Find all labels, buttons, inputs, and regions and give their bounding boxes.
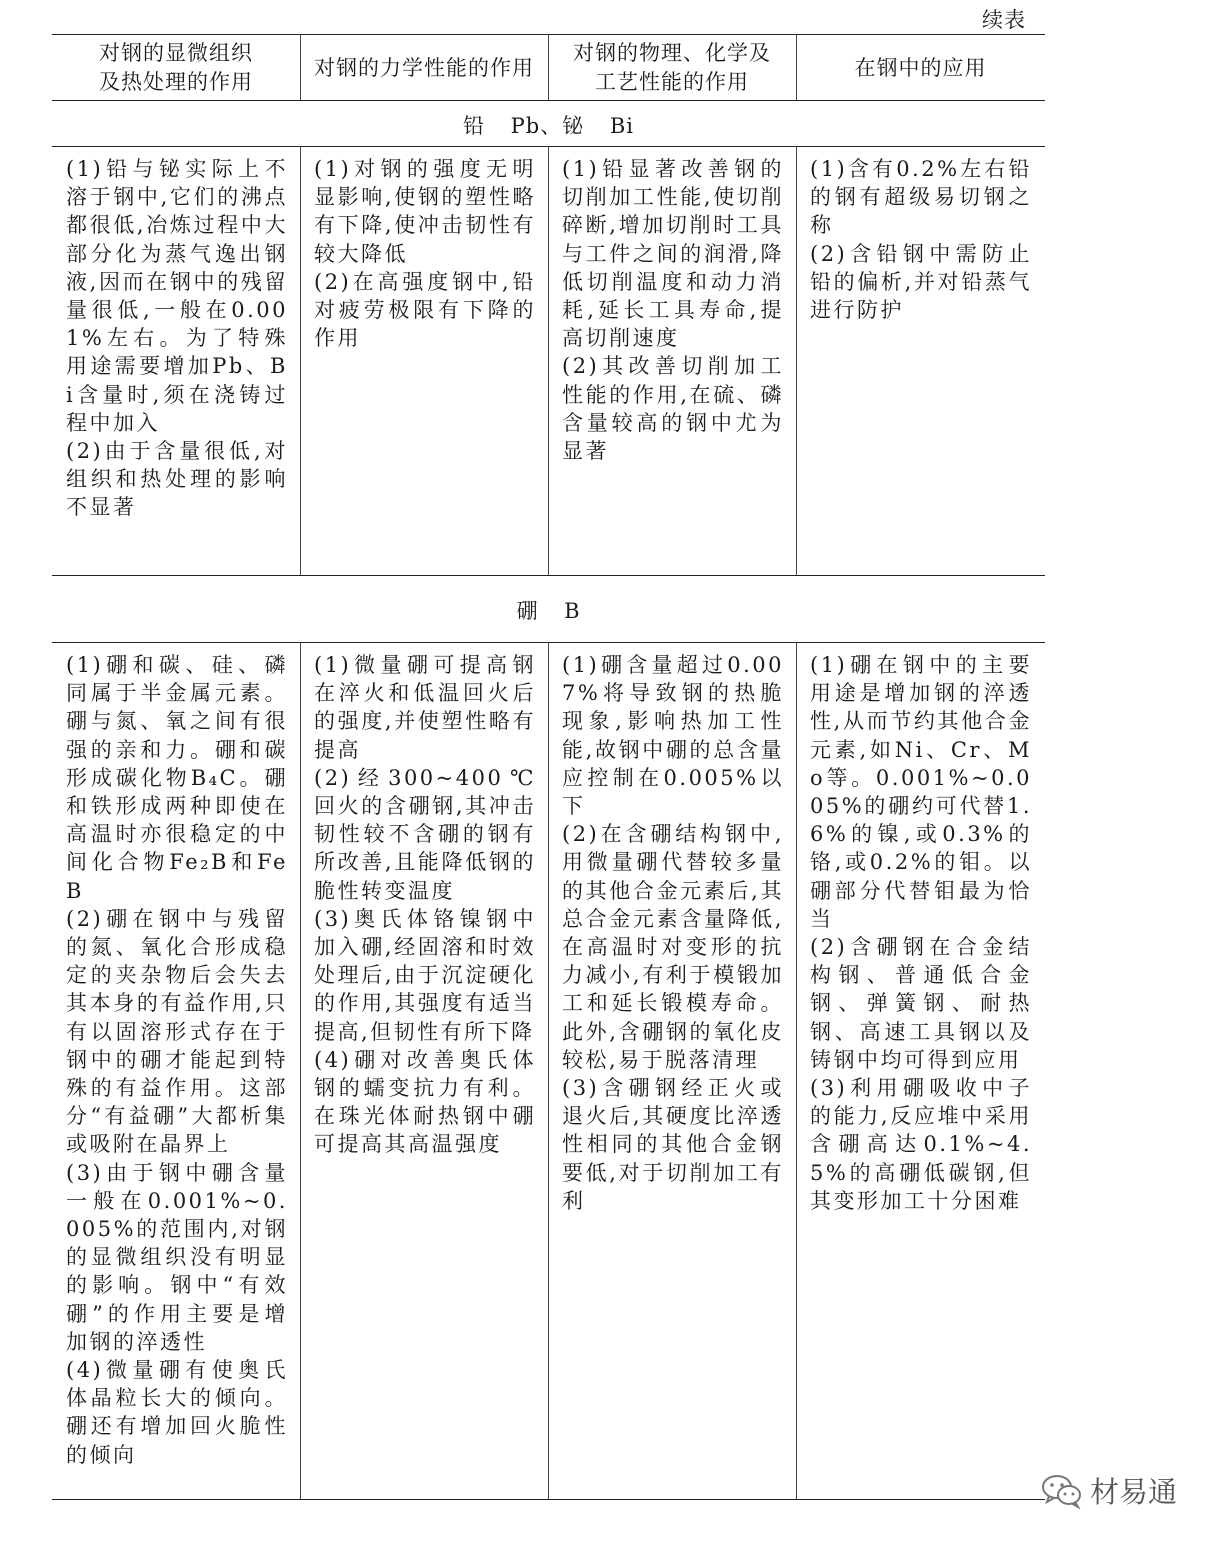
cell-paragraph: (2)含铅钢中需防止铅的偏析,并对铅蒸气进行防护 xyxy=(810,241,1032,323)
cell-paragraph: (1)硼和碳、硅、磷同属于半金属元素。硼与氮、氧之间有很强的亲和力。硼和碳形成碳化物B₄C。硼和铁形成两种即使在高温时亦很稳定的中间化合物Fe₂B和FeB xyxy=(66,653,288,903)
table-cell xyxy=(314,651,536,1159)
table-cell xyxy=(810,651,1032,1215)
header-mechanical: 对钢的力学性能的作用 xyxy=(314,55,534,80)
cell-paragraph: (1)铅与铋实际上不溶于钢中,它们的沸点都很低,冶炼过程中大部分化为蒸气逸出钢液,因而在钢中的残留量很低,一般在0.001%左右。为了特殊用途需要增加Pb、Bi含量时,须在浇铸过程中加入 xyxy=(66,157,288,435)
cell-paragraph: (1)硼在钢中的主要用途是增加钢的淬透性,从而节约其他合金元素,如Ni、Cr、Mo等。0.001%~0.005%的硼约可代替1.6%的镍,或0.3%的铬,或0.2%的钼。以硼部分代替钼最为恰当 xyxy=(810,653,1032,931)
section-1-bottom-rule xyxy=(52,575,1045,576)
column-divider xyxy=(300,147,301,575)
column-divider xyxy=(796,147,797,575)
table-cell xyxy=(314,155,536,352)
column-divider xyxy=(300,643,301,1499)
cell-paragraph: (1)硼含量超过0.007%将导致钢的热脆现象,影响热加工性能,故钢中硼的总含量应控制在0.005%以下 xyxy=(562,653,784,819)
cell-paragraph: (2)经300~400℃回火的含硼钢,其冲击韧性较不含硼的钢有所改善,且能降低钢的脆性转变温度 xyxy=(314,765,536,903)
cell-paragraph: (4)硼对改善奥氏体钢的蠕变抗力有利。在珠光体耐热钢中硼可提高其高温强度 xyxy=(314,1047,536,1157)
table-cell xyxy=(66,651,288,1469)
cell-paragraph: (2)在高强度钢中,铅对疲劳极限有下降的作用 xyxy=(314,269,536,351)
bottom-rule xyxy=(52,1499,1045,1500)
cell-paragraph: (2)硼在钢中与残留的氮、氧化合形成稳定的夹杂物后会失去其本身的有益作用,只有以固溶形式存在于钢中的硼才能起到特殊的有益作用。这部分“有益硼”大都析集或吸附在晶界上 xyxy=(66,906,288,1157)
cell-paragraph: (1)含有0.2%左右铅的钢有超级易切钢之称 xyxy=(810,157,1032,238)
table-cell xyxy=(66,155,288,522)
cell-paragraph: (2)在含硼结构钢中,用微量硼代替较多量的其他合金元素后,其总合金元素含量降低,在高温时对变形的抗力减小,有利于模锻加工和延长锻模寿命。此外,含硼钢的氧化皮较松,易于脱落清理 xyxy=(562,822,784,1072)
cell-paragraph: (1)对钢的强度无明显影响,使钢的塑性略有下降,使冲击韧性有较大降低 xyxy=(314,157,536,266)
watermark-text: 材易通 xyxy=(1090,1475,1178,1509)
table-cell xyxy=(810,155,1032,324)
column-divider xyxy=(796,643,797,1499)
cell-paragraph: (2)由于含量很低,对组织和热处理的影响不显著 xyxy=(66,439,288,520)
cell-paragraph: (1)微量硼可提高钢在淬火和低温回火后的强度,并使塑性略有提高 xyxy=(314,653,536,762)
cell-paragraph: (3)利用硼吸收中子的能力,反应堆中采用含硼高达0.1%~4.5%的高硼低碳钢,但其变形加工十分困难 xyxy=(810,1076,1032,1213)
header-bottom-rule xyxy=(52,100,1045,101)
section-title-boron: 硼 B xyxy=(516,599,581,623)
cell-paragraph: (3)奥氏体铬镍钢中加入硼,经固溶和时效处理后,由于沉淀硬化的作用,其强度有适当提高,但韧性有所下降 xyxy=(314,906,536,1044)
cell-paragraph: (3)由于钢中硼含量一般在0.001%~0.005%的范围内,对钢的显微组织没有明显的影响。钢中“有效硼”的作用主要是增加钢的淬透性 xyxy=(66,1160,288,1354)
header-application: 在钢中的应用 xyxy=(854,55,987,80)
cell-paragraph: (4)微量硼有使奥氏体晶粒长大的倾向。硼还有增加回火脆性的倾向 xyxy=(66,1358,288,1467)
cell-paragraph: (3)含硼钢经正火或退火后,其硬度比淬透性相同的其他合金钢要低,对于切削加工有利 xyxy=(562,1076,784,1213)
header-microstructure: 对钢的显微组织 及热处理的作用 xyxy=(99,41,253,94)
cell-paragraph: (2)其改善切削加工性能的作用,在硫、磷含量较高的钢中尤为显著 xyxy=(562,354,784,464)
wechat-icon xyxy=(1040,1473,1084,1509)
cell-paragraph: (1)铅显著改善钢的切削加工性能,使切削碎断,增加切削时工具与工件之间的润滑,降低切削温度和动力消耗,延长工具寿命,提高切削速度 xyxy=(562,157,784,351)
cell-paragraph: (2)含硼钢在合金结构钢、普通低合金钢、弹簧钢、耐热钢、高速工具钢以及铸钢中均可得到应用 xyxy=(810,935,1032,1072)
header-physical-chemical: 对钢的物理、化学及 工艺性能的作用 xyxy=(573,41,771,94)
table-cell xyxy=(562,651,784,1215)
column-divider xyxy=(548,643,549,1499)
section-title-lead-bismuth: 铅 Pb、铋 Bi xyxy=(462,114,635,138)
watermark xyxy=(1040,1470,1177,1511)
continued-label: 续表 xyxy=(982,8,1026,32)
table-cell xyxy=(562,155,784,465)
column-divider xyxy=(548,147,549,575)
